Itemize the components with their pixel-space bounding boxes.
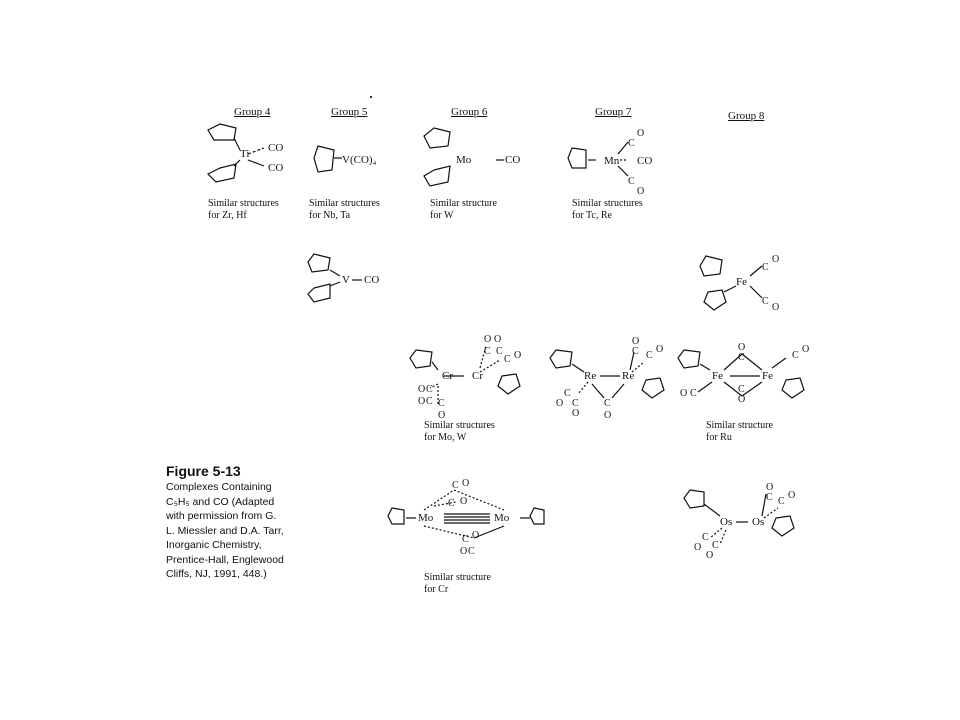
carbonyl-o: O — [788, 490, 796, 501]
carbonyl-c: C — [496, 346, 503, 357]
caption-line: Similar structures — [572, 198, 643, 209]
atom-mo-left: Mo — [418, 512, 434, 524]
carbonyl-c: C — [778, 496, 785, 507]
carbonyl-o: O — [472, 530, 480, 541]
carbonyl-o: O — [680, 388, 688, 399]
group-8-heading: Group 8 — [728, 110, 765, 122]
stray-dot — [370, 96, 372, 98]
atom-cr-left: Cr — [442, 370, 453, 382]
carbonyl-c: C — [762, 296, 769, 307]
caption-line: Similar structures — [208, 198, 279, 209]
carbonyl-o: O — [556, 398, 564, 409]
caption-line: Similar structures — [309, 198, 380, 209]
cp-ring-lower — [208, 164, 236, 182]
carbonyl-c: C — [564, 388, 571, 399]
carbonyl-c: C — [646, 350, 653, 361]
ligand-co: CO — [364, 274, 380, 286]
caption-line: for Nb, Ta — [309, 210, 351, 221]
caption-line: Similar structure — [706, 420, 773, 431]
bridging-carbonyl-o: O — [738, 394, 746, 405]
figure-caption — [166, 462, 316, 582]
carbonyl-c: C — [572, 398, 579, 409]
figure-caption-line: Complexes Containing — [166, 481, 272, 493]
carbonyl-o: O — [418, 384, 426, 395]
bridging-carbonyl-o: O — [738, 342, 746, 353]
carbonyl-c: C — [712, 540, 719, 551]
carbonyl-c: C — [448, 498, 455, 509]
atom-fe-left: Fe — [712, 370, 723, 382]
carbonyl-c: C — [766, 492, 773, 503]
carbonyl-o: O — [484, 334, 492, 345]
cp-ring-upper — [208, 124, 236, 140]
carbonyl-c: C — [484, 346, 491, 357]
carbonyl-o: O — [460, 546, 468, 557]
carbonyl-c: C — [504, 354, 511, 365]
carbonyl-o: O — [418, 396, 426, 407]
atom-os-left: Os — [720, 516, 733, 528]
bridging-carbonyl-c: C — [738, 384, 745, 395]
carbonyl-o: O — [694, 542, 702, 553]
carbonyl-o: O — [802, 344, 810, 355]
cp2fe2-bonds — [676, 336, 816, 420]
bridging-carbonyl-c: C — [604, 398, 611, 409]
carbonyl-c: C — [628, 176, 635, 187]
caption-line: Similar structure — [424, 572, 491, 583]
atom-mo: Mo — [456, 154, 472, 166]
figure-caption-line: C₅H₅ and CO (Adapted — [166, 495, 275, 508]
titanocene-bonds — [200, 120, 300, 200]
carbonyl-o: O — [706, 550, 714, 561]
atom-v: V — [342, 274, 350, 286]
atom-fe-right: Fe — [762, 370, 773, 382]
carbonyl-c: C — [468, 546, 475, 557]
cp-ring-upper — [424, 128, 450, 148]
figure-caption-line: with permission from G. — [166, 510, 277, 522]
carbonyl-c: C — [628, 138, 635, 149]
carbonyl-o: O — [772, 302, 780, 313]
figure-caption-line: L. Miessler and D.A. Tarr, — [166, 524, 284, 537]
caption-line: for Zr, Hf — [208, 210, 247, 221]
carbonyl-c: C — [426, 396, 433, 407]
caption-line: for Cr — [424, 584, 449, 595]
carbonyl-c: C — [452, 480, 459, 491]
carbonyl-c: C — [632, 346, 639, 357]
figure-caption-line: Inorganic Chemistry, — [166, 539, 262, 551]
figure-caption-line: Prentice-Hall, Englewood — [166, 553, 284, 566]
ligand-co: CO — [637, 155, 653, 167]
carbonyl-o: O — [514, 350, 522, 361]
atom-mn: Mn — [604, 155, 620, 167]
caption-line: Similar structures — [424, 420, 495, 431]
group-7-heading: Group 7 — [595, 106, 632, 118]
ligand-co: CO — [505, 154, 521, 166]
carbonyl-o: O — [494, 334, 502, 345]
bridging-carbonyl-o: O — [604, 410, 612, 421]
cp2v-bonds — [306, 250, 396, 310]
carbonyl-o: O — [462, 478, 470, 489]
carbonyl-c: C — [462, 534, 469, 545]
carbonyl-o: O — [632, 336, 640, 347]
atom-ti: Ti — [240, 148, 250, 160]
carbonyl-c: C — [702, 532, 709, 543]
atom-re-left: Re — [584, 370, 597, 382]
carbonyl-o: O — [572, 408, 580, 419]
vco4-formula: V(CO)₄ — [342, 154, 377, 166]
bridging-carbonyl-c: C — [738, 352, 745, 363]
ligand-co-top: CO — [268, 142, 284, 154]
atom-fe: Fe — [736, 276, 747, 288]
atom-re-right: Re — [622, 370, 635, 382]
carbonyl-o: O — [766, 482, 774, 493]
carbonyl-o: O — [656, 344, 664, 355]
carbonyl-o: O — [637, 186, 645, 197]
figure-title: Figure 5-13 — [166, 463, 241, 479]
carbonyl-o: O — [460, 496, 468, 507]
cp-ring-lower — [424, 166, 450, 186]
group-5-heading: Group 5 — [331, 106, 368, 118]
carbonyl-c: C — [438, 398, 445, 409]
caption-line: for W — [430, 210, 454, 221]
caption-line: for Ru — [706, 432, 732, 443]
carbonyl-c: C — [762, 262, 769, 273]
caption-line: for Tc, Re — [572, 210, 612, 221]
figure-caption-line: Cliffs, NJ, 1991, 448.) — [166, 568, 267, 580]
group-6-heading: Group 6 — [451, 106, 488, 118]
group-4-heading: Group 4 — [234, 106, 271, 118]
caption-line: Similar structure — [430, 198, 497, 209]
carbonyl-o: O — [772, 254, 780, 265]
carbonyl-o: O — [438, 410, 446, 421]
atom-os-right: Os — [752, 516, 765, 528]
carbonyl-c: C — [792, 350, 799, 361]
carbonyl-c: C — [690, 388, 697, 399]
ligand-co-bottom: CO — [268, 162, 284, 174]
carbonyl-c: C — [426, 384, 433, 395]
atom-cr-right: Cr — [472, 370, 483, 382]
caption-line: for Mo, W — [424, 432, 467, 443]
carbonyl-o: O — [637, 128, 645, 139]
atom-mo-right: Mo — [494, 512, 510, 524]
